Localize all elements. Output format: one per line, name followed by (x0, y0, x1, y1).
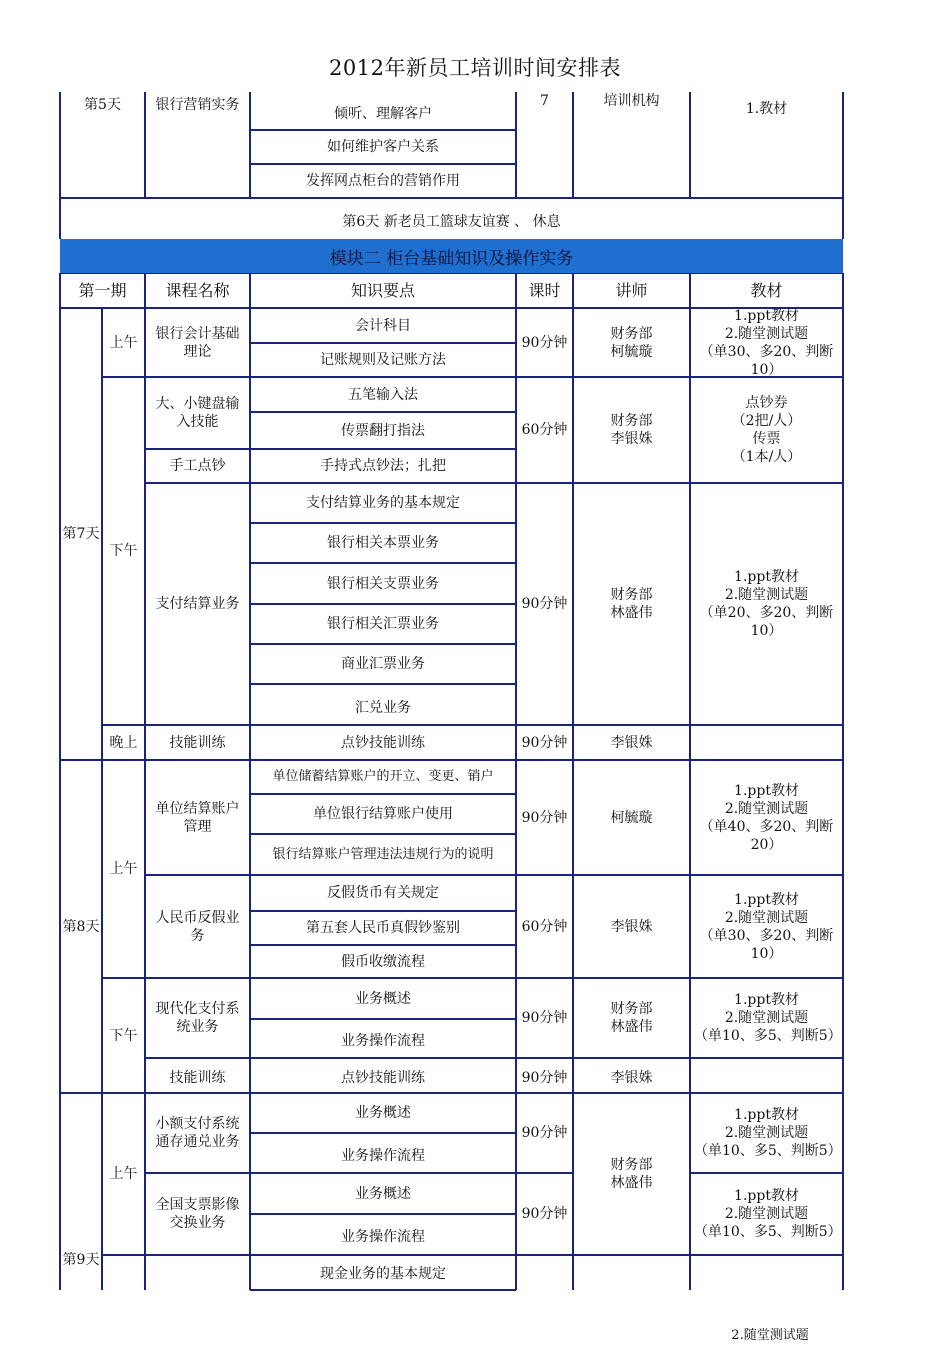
day9-c1-point-1: 业务概述 (355, 1105, 411, 1121)
day8-pm: 下午 (109, 1027, 138, 1044)
day7-c4-hours: 90分钟 (521, 596, 568, 612)
day9-c1-name: 小额支付系统通存通兑业务 (155, 1116, 240, 1150)
day8-c3-material: 1.ppt教材 2.随堂测试题 （单10、多5、判断5） (694, 992, 842, 1044)
day8-c2-hours: 60分钟 (521, 918, 568, 935)
day9-c1-material: 1.ppt教材 2.随堂测试题 （单10、多5、判断5） (694, 1107, 842, 1159)
day7-c5-point-1: 点钞技能训练 (341, 734, 425, 751)
day7-c4-point-2: 银行相关本票业务 (327, 535, 439, 551)
day5-point-1: 倾听、理解客户 (334, 106, 432, 122)
day7-c5-hours: 90分钟 (521, 734, 568, 751)
module-banner: 模块二 柜台基础知识及操作实务 (60, 239, 843, 273)
day7-c2-teacher: 财务部 李银姝 (610, 413, 653, 447)
day8-c1-point-1: 单位储蓄结算账户的开立、变更、销户 (272, 769, 494, 784)
day7-c4-name: 支付结算业务 (155, 596, 240, 612)
day9-c2-point-2: 业务操作流程 (341, 1228, 425, 1245)
day6-note: 第6天 新老员工篮球友谊赛 、 休息 (342, 214, 561, 230)
day9-c2-hours: 90分钟 (521, 1206, 568, 1222)
day9-c1-point-2: 业务操作流程 (341, 1147, 425, 1164)
day5-hours: 7 (540, 93, 549, 109)
day7-c4-point-6: 汇兑业务 (355, 700, 411, 716)
day8-c2-point-1: 反假货币有关规定 (327, 885, 439, 901)
day8-c2-material: 1.ppt教材 2.随堂测试题 （单30、多20、判断10） (699, 891, 834, 962)
day9-c1-hours: 90分钟 (521, 1125, 568, 1141)
day7-c1-material: 1.ppt教材 2.随堂测试题 （单30、多20、判断10） (699, 307, 834, 378)
day8-c2-teacher: 李银姝 (610, 918, 653, 935)
day8-c4-point-1: 点钞技能训练 (341, 1070, 425, 1086)
day7-am: 上午 (109, 334, 138, 351)
day9-label: 第9天 (62, 1252, 100, 1268)
day5-teacher: 培训机构 (603, 93, 660, 109)
day8-c4-teacher: 李银姝 (610, 1070, 653, 1086)
day7-c4-point-3: 银行相关支票业务 (327, 575, 439, 592)
day7-c2-point-1: 五笔输入法 (348, 386, 418, 403)
day8-c1-point-3: 银行结算账户管理违法违规行为的说明 (272, 846, 494, 862)
day8-c3-hours: 90分钟 (521, 1010, 568, 1026)
day7-pm: 下午 (109, 543, 138, 559)
day5-course: 银行营销实务 (155, 97, 240, 113)
day7-c4-point-4: 银行相关汇票业务 (327, 616, 439, 632)
day7-c3-name: 手工点钞 (169, 458, 226, 474)
day8-c3-name: 现代化支付系统业务 (155, 1001, 240, 1035)
day7-c2-point-2: 传票翻打指法 (341, 422, 425, 439)
header-material: 教材 (750, 280, 783, 300)
day8-c4-name: 技能训练 (169, 1070, 226, 1086)
day5-label: 第5天 (84, 97, 121, 113)
day8-c3-point-2: 业务操作流程 (341, 1033, 425, 1049)
day5-point-3: 发挥网点柜台的营销作用 (306, 173, 460, 189)
day8-c2-name: 人民币反假业务 (155, 909, 240, 944)
day9-c2-point-1: 业务概述 (355, 1185, 411, 1202)
header-teacher: 讲师 (615, 280, 648, 300)
day7-c4-point-5: 商业汇票业务 (341, 656, 425, 672)
day7-c5-teacher: 李银姝 (610, 734, 653, 751)
day8-c3-point-1: 业务概述 (355, 990, 411, 1007)
footnote-text: 2.随堂测试题 (731, 1328, 809, 1343)
day9-c3-point-1: 现金业务的基本规定 (320, 1266, 446, 1282)
day7-label: 第7天 (62, 526, 100, 542)
day7-c4-material: 1.ppt教材 2.随堂测试题 （单20、多20、判断10） (699, 569, 834, 639)
day7-c2-material: 点钞券 （2把/人） 传票 （1本/人） (731, 395, 802, 465)
day7-c1-point-1: 会计科目 (355, 317, 411, 334)
day7-eve: 晚上 (109, 734, 138, 751)
day8-c2-point-3: 假币收缴流程 (341, 953, 425, 970)
header-points: 知识要点 (350, 280, 415, 300)
day8-c1-name: 单位结算账户管理 (155, 800, 240, 835)
day7-c4-point-1: 支付结算业务的基本规定 (306, 495, 460, 511)
day7-c1-teacher: 财务部 柯毓璇 (610, 325, 653, 360)
day5-point-2: 如何维护客户关系 (327, 139, 439, 155)
day9-am: 上午 (109, 1166, 138, 1182)
header-period: 第一期 (78, 280, 127, 300)
day7-c3-point-1: 手持式点钞法；扎把 (320, 458, 446, 474)
day7-c4-teacher: 财务部 林盛伟 (610, 587, 653, 621)
day7-c2-hours: 60分钟 (521, 422, 568, 438)
day8-label: 第8天 (62, 918, 100, 935)
day8-c1-hours: 90分钟 (521, 809, 568, 826)
day9-c2-name: 全国支票影像交换业务 (155, 1197, 240, 1231)
day8-c2-point-2: 第五套人民币真假钞鉴别 (306, 920, 460, 936)
page-title: 2012年新员工培训时间安排表 (329, 56, 621, 80)
day8-am: 上午 (109, 861, 138, 877)
day9-teacher: 财务部 林盛伟 (610, 1157, 653, 1191)
header-course: 课程名称 (165, 280, 230, 300)
day8-c3-teacher: 财务部 林盛伟 (610, 1001, 653, 1035)
day9-c2-material: 1.ppt教材 2.随堂测试题 （单10、多5、判断5） (694, 1188, 842, 1240)
day8-c4-hours: 90分钟 (521, 1070, 568, 1086)
day7-c1-hours: 90分钟 (521, 334, 568, 351)
day7-c5-name: 技能训练 (169, 734, 226, 751)
day7-c1-name: 银行会计基础理论 (155, 325, 240, 360)
day8-c1-point-2: 单位银行结算账户使用 (313, 806, 453, 822)
header-hours: 课时 (528, 280, 561, 300)
day7-c1-point-2: 记账规则及记账方法 (320, 352, 446, 368)
day8-c1-teacher: 柯毓璇 (610, 809, 653, 826)
day7-c2-name: 大、小键盘输入技能 (155, 396, 240, 430)
day8-c1-material: 1.ppt教材 2.随堂测试题 （单40、多20、判断20） (699, 782, 834, 853)
day5-material: 1.教材 (745, 101, 788, 117)
